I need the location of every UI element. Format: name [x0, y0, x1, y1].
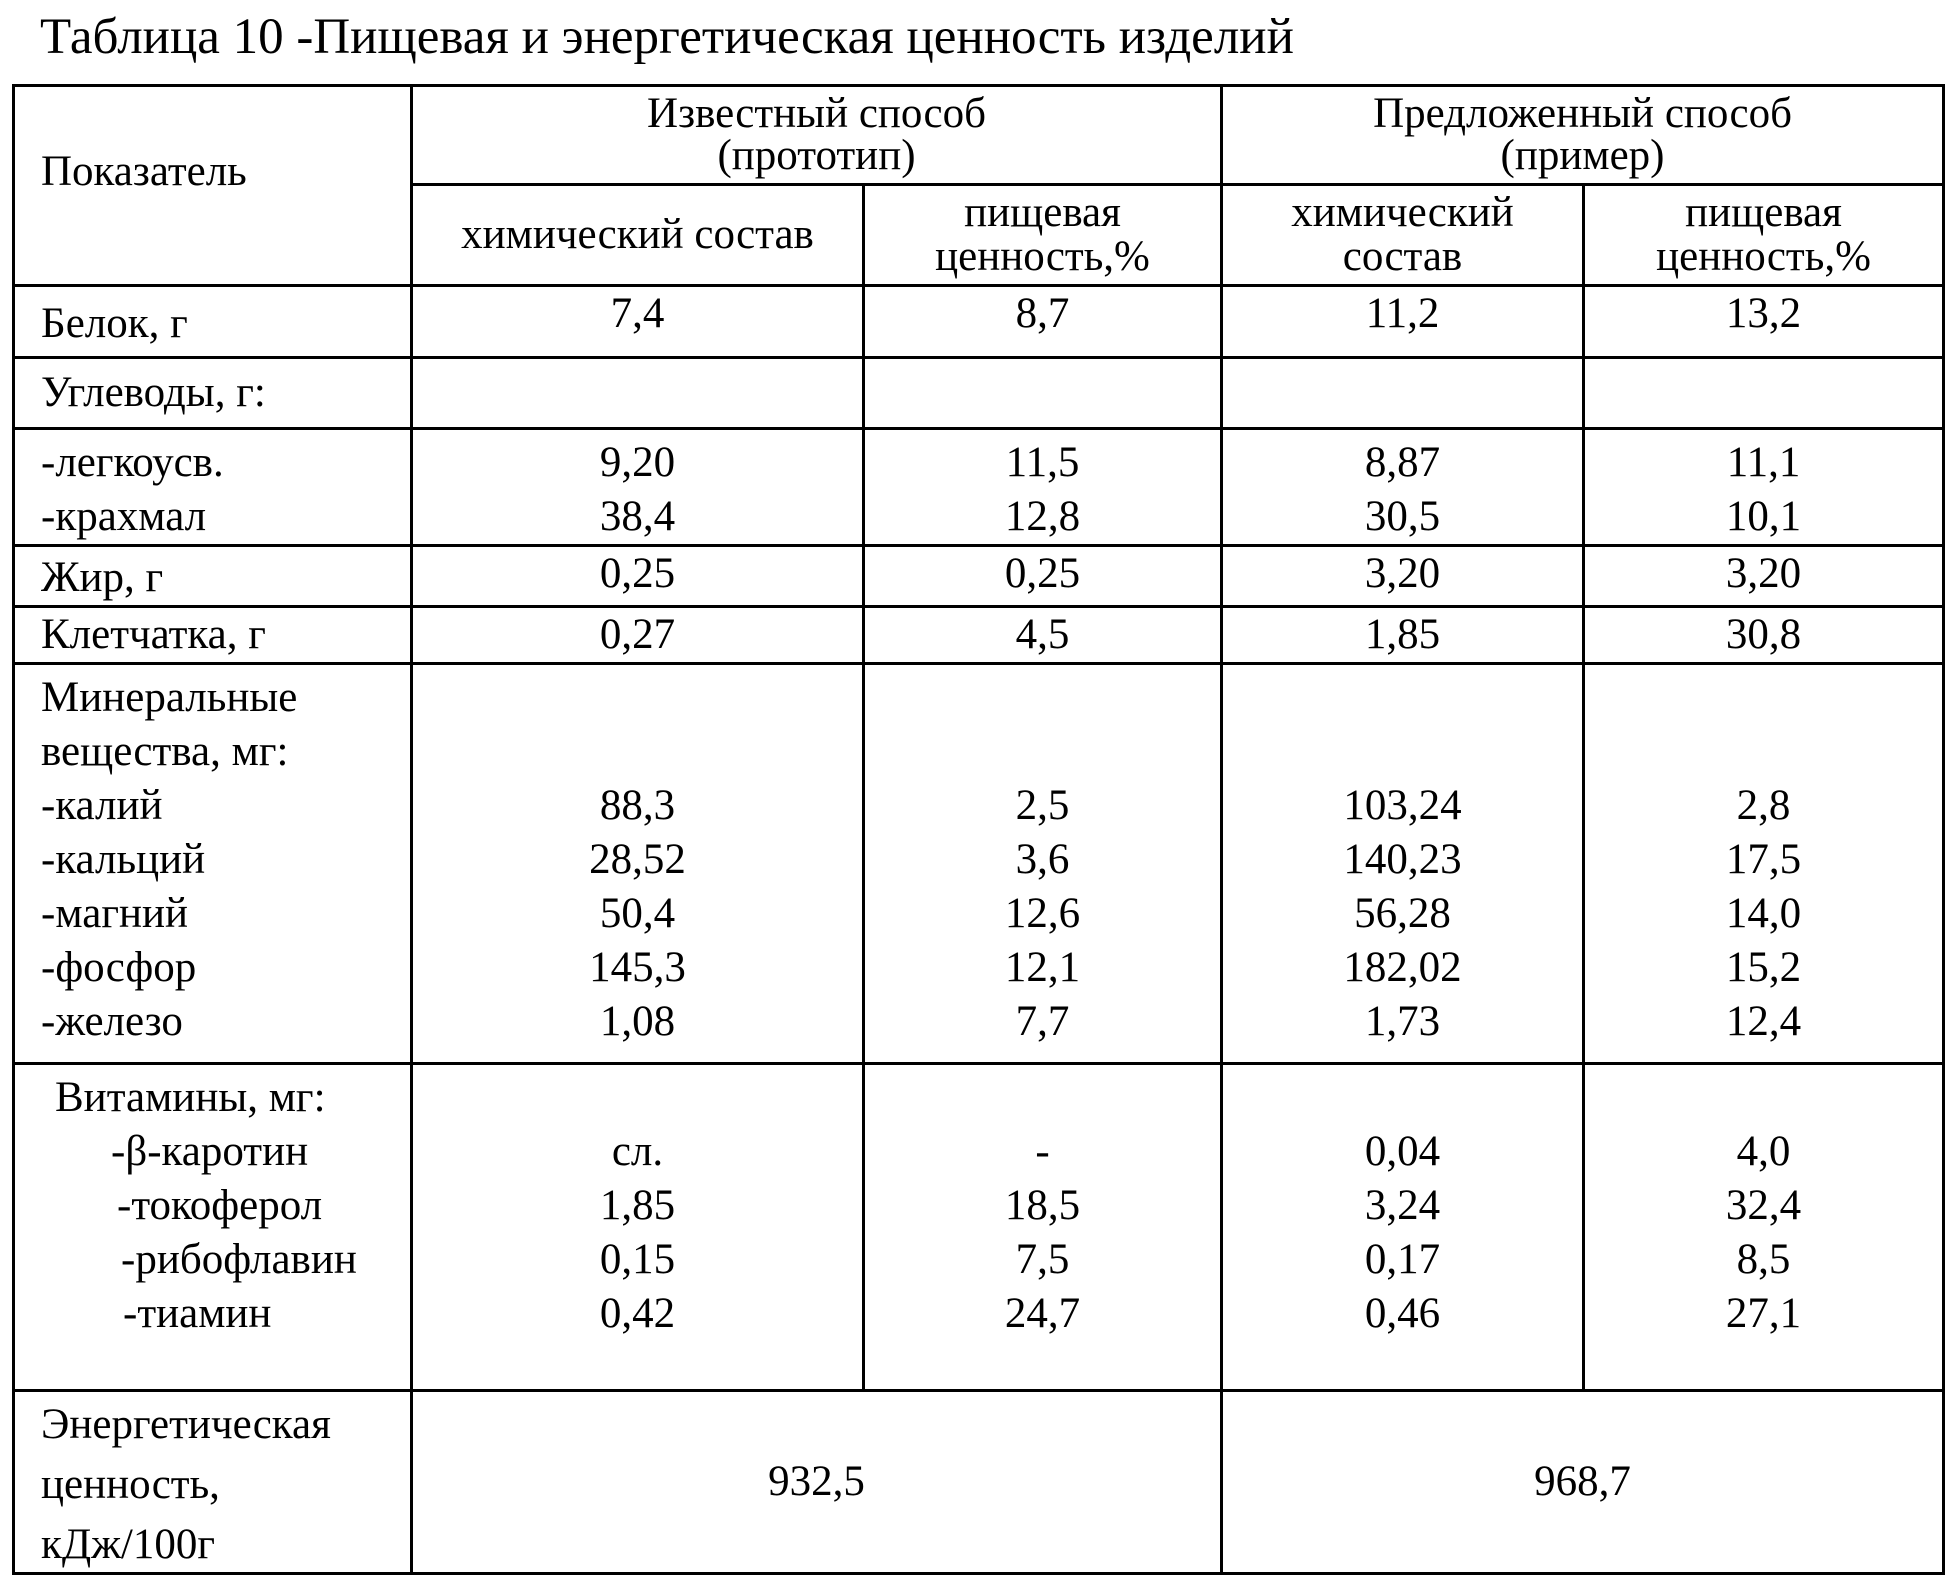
table-cell: 103,24 140,23 56,28 182,02 1,73 [1222, 664, 1584, 1064]
table-cell: 2,5 3,6 12,6 12,1 7,7 [864, 664, 1222, 1064]
table-row-vitamins [14, 1064, 1944, 1391]
table-row-carbs [14, 429, 1944, 546]
known-value-header: пищевая ценность,% [864, 185, 1222, 286]
row-label: -легкоусв. -крахмал [14, 429, 412, 546]
table-cell [1584, 358, 1944, 429]
table-title: Таблица 10 -Пищевая и энергетическая ценность изделий [40, 9, 1294, 65]
table-row-protein [14, 286, 1944, 358]
table-cell [412, 358, 864, 429]
header-row-methods [14, 86, 1944, 185]
table-row-energy [14, 1391, 1944, 1574]
table-cell: 0,25 [412, 546, 864, 607]
row-label: Углеводы, г: [14, 358, 412, 429]
table-cell: 3,20 [1222, 546, 1584, 607]
table-row-fat [14, 546, 1944, 607]
table-cell: 4,0 32,4 8,5 27,1 [1584, 1064, 1944, 1391]
table-cell: 11,2 [1222, 286, 1584, 358]
row-label: Клетчатка, г [14, 607, 412, 664]
known-method-header: Известный способ (прототип) [412, 86, 1222, 185]
table-cell [864, 358, 1222, 429]
table-cell: 8,87 30,5 [1222, 429, 1584, 546]
proposed-value-header: пищевая ценность,% [1584, 185, 1944, 286]
proposed-method-header: Предложенный способ (пример) [1222, 86, 1944, 185]
table-row-carbs-heading [14, 358, 1944, 429]
table-cell: 13,2 [1584, 286, 1944, 358]
row-label: Жир, г [14, 546, 412, 607]
row-label: Белок, г [14, 286, 412, 358]
table-cell: 4,5 [864, 607, 1222, 664]
table-cell: - 18,5 7,5 24,7 [864, 1064, 1222, 1391]
table-cell: 8,7 [864, 286, 1222, 358]
table-row-minerals [14, 664, 1944, 1064]
proposed-chem-header: химический состав [1222, 185, 1584, 286]
row-label: Энергетическая ценность, кДж/100г [14, 1391, 412, 1574]
table-cell: 30,8 [1584, 607, 1944, 664]
table-cell: 1,85 [1222, 607, 1584, 664]
table-cell [1222, 358, 1584, 429]
indicator-header: Показатель [14, 86, 412, 286]
nutrition-table [12, 84, 1945, 1575]
row-label: Минеральные вещества, мг: -калий -кальций -магний -фосфор -железо [14, 664, 412, 1064]
table-cell: 7,4 [412, 286, 864, 358]
table-cell: сл. 1,85 0,15 0,42 [412, 1064, 864, 1391]
table-cell: 0,25 [864, 546, 1222, 607]
table-cell: 88,3 28,52 50,4 145,3 1,08 [412, 664, 864, 1064]
table-row-fiber [14, 607, 1944, 664]
energy-known-value: 932,5 [412, 1391, 1222, 1574]
table-cell: 9,20 38,4 [412, 429, 864, 546]
table-cell: 11,1 10,1 [1584, 429, 1944, 546]
row-label: Витамины, мг: -β-каротин -токоферол -рибофлавин -тиамин [14, 1064, 412, 1391]
energy-proposed-value: 968,7 [1222, 1391, 1944, 1574]
table-cell: 2,8 17,5 14,0 15,2 12,4 [1584, 664, 1944, 1064]
table-cell: 0,27 [412, 607, 864, 664]
table-cell: 0,04 3,24 0,17 0,46 [1222, 1064, 1584, 1391]
table-cell: 11,5 12,8 [864, 429, 1222, 546]
table-cell: 3,20 [1584, 546, 1944, 607]
known-chem-header: химический состав [412, 185, 864, 286]
